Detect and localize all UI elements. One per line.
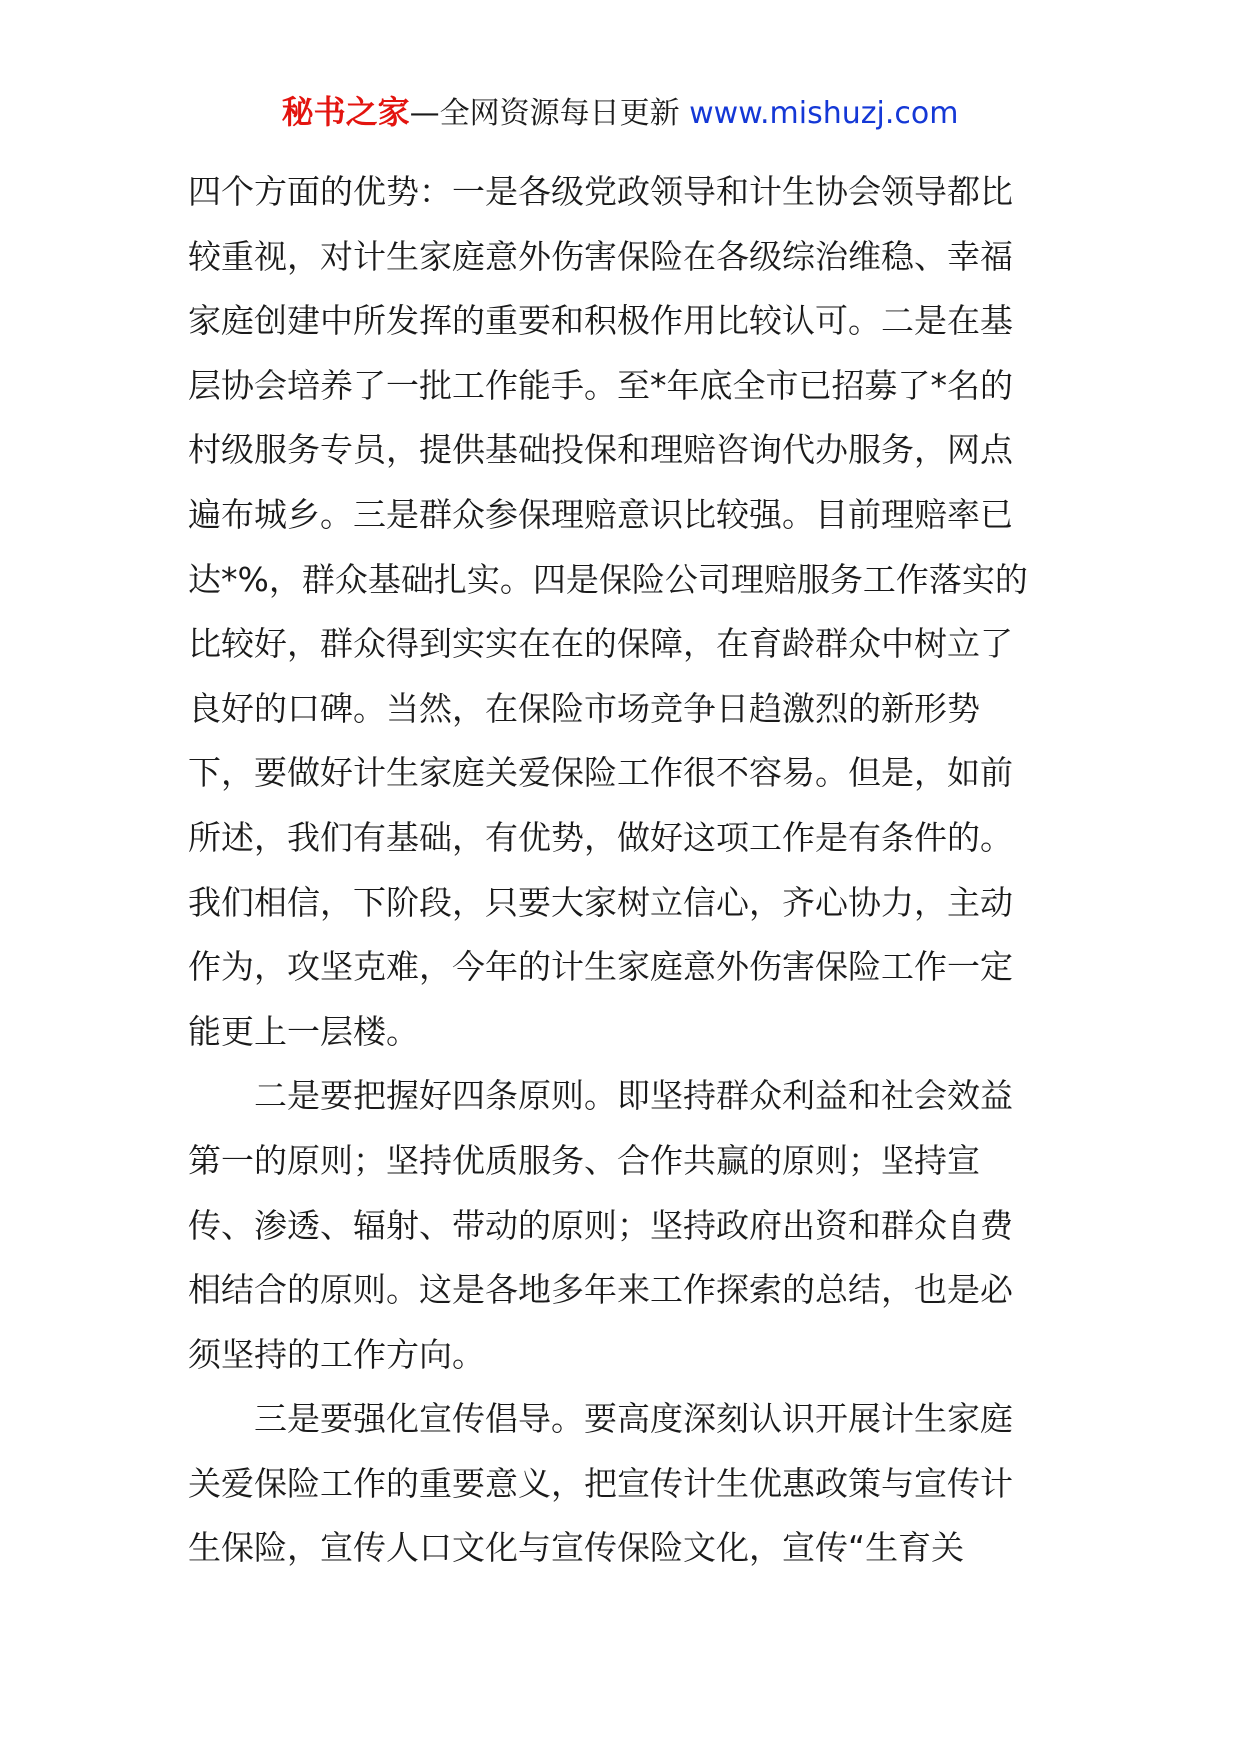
site-brand: 秘书之家: [281, 93, 410, 131]
site-tagline: —全网资源每日更新: [409, 96, 680, 131]
text-line: 相结合的原则。这是各地多年来工作探索的总结，也是必: [188, 1270, 1013, 1310]
text-line: 村级服务专员，提供基础投保和理赔咨询代办服务，网点: [188, 430, 1013, 470]
text-line: 下，要做好计生家庭关爱保险工作很不容易。但是，如前: [188, 753, 1013, 793]
text-line: 传、渗透、辐射、带动的原则；坚持政府出资和群众自费: [188, 1205, 1013, 1245]
text-line: 第一的原则；坚持优质服务、合作共赢的原则；坚持宣: [188, 1140, 980, 1180]
text-line: 作为，攻坚克难，今年的计生家庭意外伤害保险工作一定: [188, 947, 1013, 987]
text-line: 我们相信，下阶段，只要大家树立信心，齐心协力，主动: [188, 882, 1013, 922]
document-body: [188, 160, 1056, 1581]
text-line: 须坚持的工作方向。: [188, 1334, 485, 1374]
text-line: 比较好，群众得到实实在在的保障，在育龄群众中树立了: [188, 624, 1013, 664]
text-line: 家庭创建中所发挥的重要和积极作用比较认可。二是在基: [188, 301, 1013, 341]
page-header: [0, 92, 1240, 134]
paragraph-start-line: 三是要强化宣传倡导。要高度深刻认识开展计生家庭: [254, 1399, 1013, 1439]
text-line: 四个方面的优势：一是各级党政领导和计生协会领导都比: [188, 172, 1013, 211]
text-line: 较重视，对计生家庭意外伤害保险在各级综治维稳、幸福: [188, 236, 1013, 276]
text-line: 遍布城乡。三是群众参保理赔意识比较强。目前理赔率已: [188, 494, 1013, 534]
paragraph-start-line: 二是要把握好四条原则。即坚持群众利益和社会效益: [254, 1076, 1013, 1116]
text-line: 达*%，群众基础扎实。四是保险公司理赔服务工作落实的: [188, 559, 1028, 599]
site-url-link[interactable]: www.mishuzj.com: [689, 96, 959, 131]
text-line: 良好的口碑。当然，在保险市场竞争日趋激烈的新形势: [188, 688, 980, 728]
text-line: 生保险，宣传人口文化与宣传保险文化，宣传“生育关: [188, 1528, 965, 1568]
text-line: 能更上一层楼。: [188, 1011, 419, 1051]
text-line: 所述，我们有基础，有优势，做好这项工作是有条件的。: [188, 817, 1013, 857]
text-line: 层协会培养了一批工作能手。至*年底全市已招募了*名的: [188, 365, 1013, 405]
text-line: 关爱保险工作的重要意义，把宣传计生优惠政策与宣传计: [188, 1463, 1013, 1503]
